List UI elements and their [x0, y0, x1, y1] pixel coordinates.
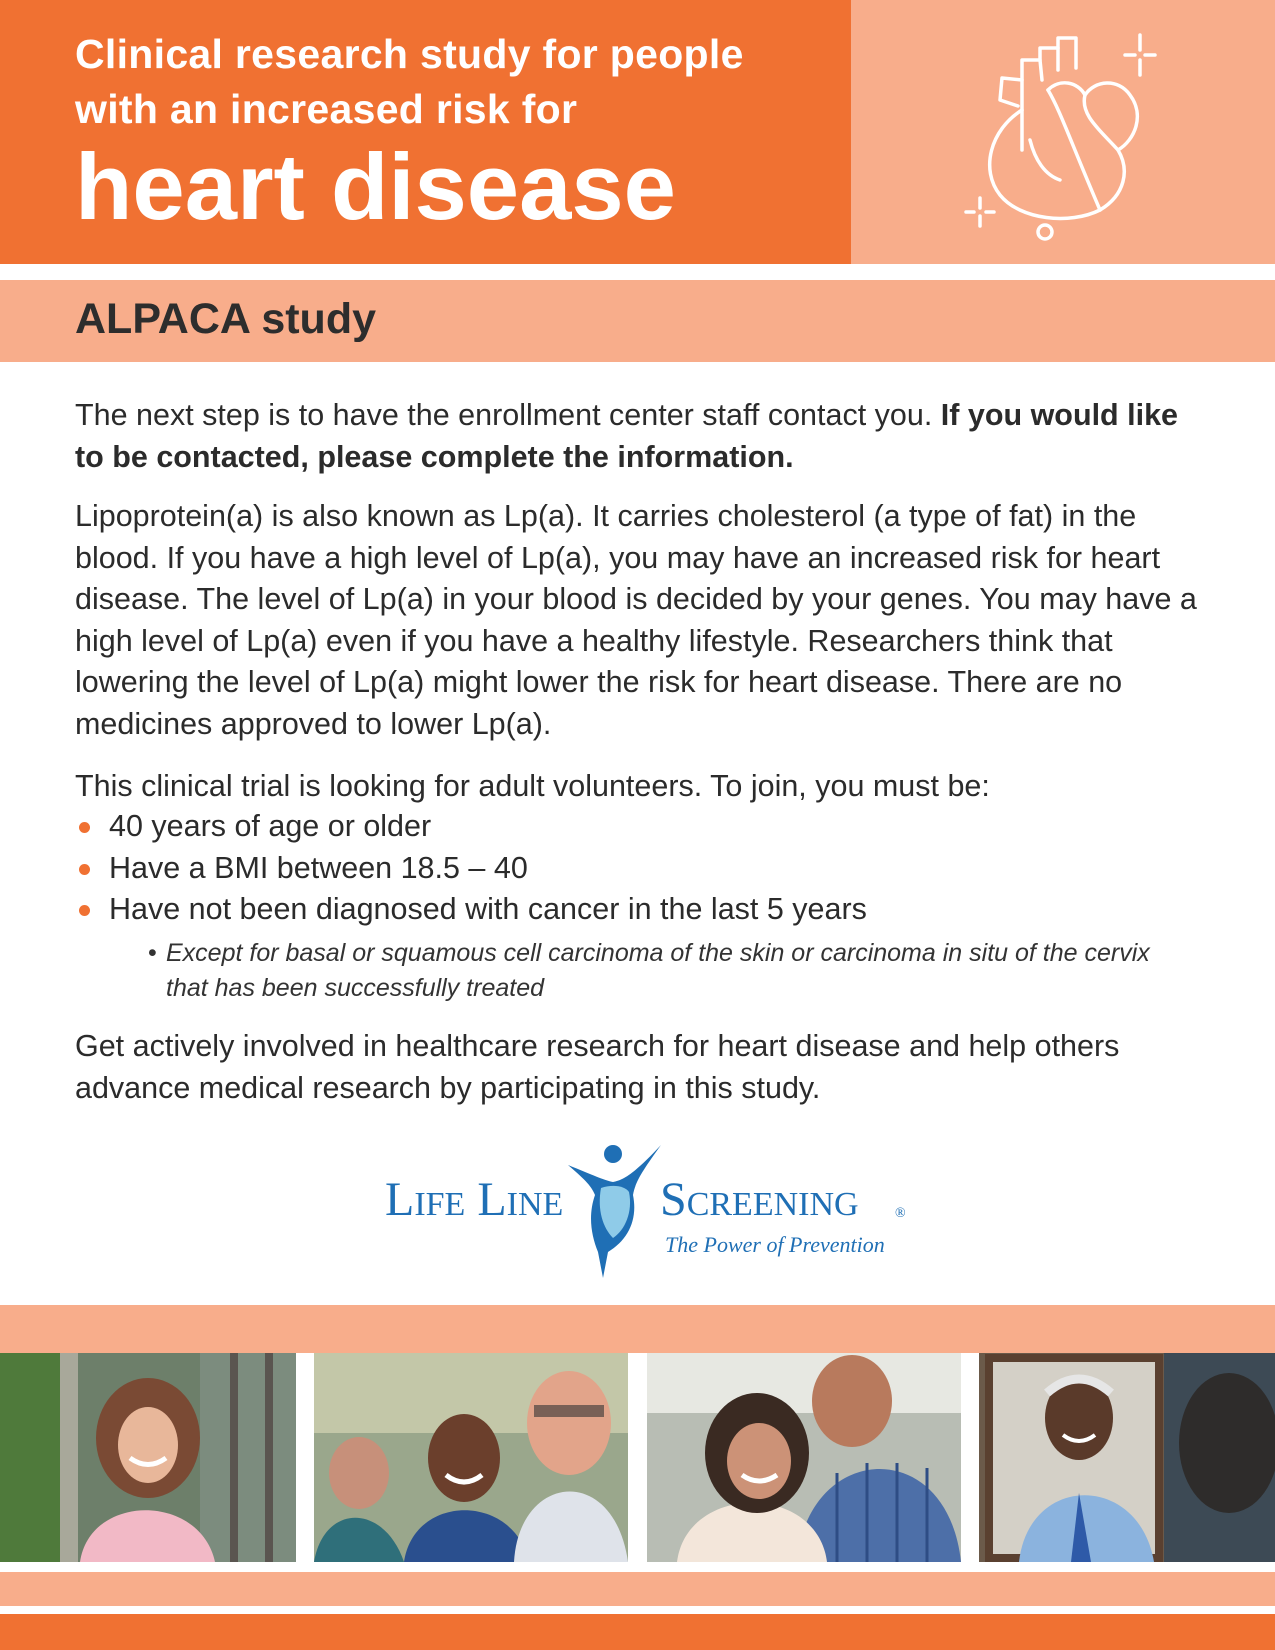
photo-strip-top-band	[0, 1305, 1275, 1353]
photo-man-at-mirror	[979, 1353, 1275, 1562]
photo-embracing-couple	[647, 1353, 961, 1562]
list-item-text: Have not been diagnosed with cancer in the last 5 years	[109, 892, 867, 926]
bullet-dot-icon	[79, 864, 90, 875]
intro-text: The next step is to have the enrollment center staff contact you.	[75, 398, 941, 432]
closing-paragraph: Get actively involved in healthcare research for heart disease and help others advance medical research by participating in this study.	[75, 1029, 1120, 1105]
heart-outline-icon	[960, 20, 1200, 250]
list-item-text: 40 years of age or older	[109, 809, 432, 843]
eligibility-lead: This clinical trial is looking for adult volunteers. To join, you must be:	[75, 769, 990, 803]
photo-group-of-men	[314, 1353, 628, 1562]
intro-bold-text: If you would like to be contacted, please complete the information.	[75, 398, 1179, 474]
list-item-text: Have a BMI between 18.5 – 40	[109, 850, 528, 885]
sub-bullet-icon: •	[148, 939, 157, 967]
header-title-line-1: Clinical research study for people	[75, 31, 744, 77]
about-paragraph: Lipoprotein(a) is also known as Lp(a). It carries cholesterol (a type of fat) in the blood. If you have a high level of Lp(a), you may have an increased risk for heart disease. The level of Lp(a) in your blood is decided by your genes. You may have a high level of Lp(a) even if you have a healthy lifestyle. Researchers think that lowering the level of Lp(a) might lower the risk for heart disease. There are no medicines approved to lower Lp(a).	[75, 499, 1197, 741]
list-item	[75, 806, 1210, 848]
photo-smiling-woman	[0, 1353, 296, 1562]
header-title-line-2: with an increased risk for	[75, 86, 578, 132]
registered-mark: ®	[895, 1206, 906, 1221]
photo-strip-bottom-band	[0, 1572, 1275, 1606]
header-title-main: heart disease	[75, 134, 676, 239]
eligibility-list	[75, 806, 1210, 931]
bullet-dot-icon	[79, 822, 90, 833]
logo-text-right: Screening	[660, 1173, 859, 1226]
logo-figure-icon	[563, 1140, 663, 1280]
study-title: ALPACA study	[75, 295, 376, 343]
logo-text-left: Life Line	[385, 1173, 564, 1226]
bullet-dot-icon	[79, 905, 90, 916]
list-item	[75, 848, 1210, 890]
logo-tagline: The Power of Prevention	[665, 1232, 885, 1257]
exception-note-text: Except for basal or squamous cell carcinoma of the skin or carcinoma in situ of the cervix that has been successfully treated	[166, 939, 1150, 1002]
intro-paragraph	[75, 395, 1210, 478]
footer-band	[0, 1614, 1275, 1650]
exception-note	[150, 936, 1150, 1006]
list-item	[75, 889, 1210, 931]
life-line-screening-logo	[380, 1140, 910, 1280]
